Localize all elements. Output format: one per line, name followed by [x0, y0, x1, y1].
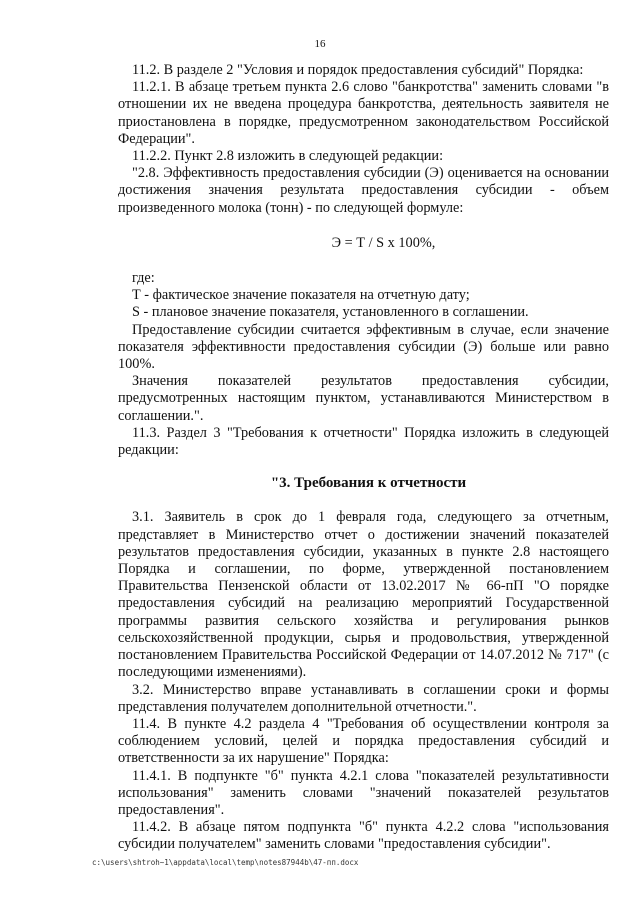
paragraph-where: где:: [132, 270, 155, 287]
document-body: [118, 62, 609, 854]
page-number: 16: [314, 38, 326, 50]
paragraph-11-2-1: 11.2.1. В абзаце третьем пункта 2.6 слово "банкротства" заменить словами "в отношении их не введена процедура банкротства, деятельность заявителя не приостановлена в порядке, предусмотренном законодательством Российской Федерации".: [118, 79, 609, 147]
paragraph-values: Значения показателей результатов предоставления субсидии, предусмотренных настоящим пунктом, устанавливаются Министерством в соглашении.".: [118, 373, 609, 424]
paragraph-11-3: 11.3. Раздел 3 "Требования к отчетности" Порядка изложить в следующей редакции:: [118, 424, 609, 459]
paragraph-s-definition: S - плановое значение показателя, установленного в соглашении.: [132, 304, 529, 321]
section-heading: "3. Требования к отчетности: [270, 475, 467, 492]
footer-file-path: c:\users\shtroh~1\appdata\local\temp\notes87944b\47-пп.docx: [92, 858, 359, 867]
paragraph-11-4-1: 11.4.1. В подпункте "б" пункта 4.2.1 слова "показателей результативности использования" заменить словами "значений показателей результатов предоставления".: [118, 767, 609, 818]
paragraph-3-1: 3.1. Заявитель в срок до 1 февраля года, следующего за отчетным, представляет в Министерство отчет о достижении значений показателей результатов предоставления субсидии, указанных в пункте 2.8 настоящего Порядка и соглашении, по форме, утвержденной постановлением Правительства Пензенской области от 13.02.2017 № 66-пП "О порядке предоставления субсидий на реализацию мероприятий Государственной программы развития сельского хозяйства и регулирования рынков сельскохозяйственной продукции, сырья и продовольствия, утвержденной постановлением Правительства Российской Федерации от 14.07.2012 № 717" (с последующими изменениями).: [118, 509, 609, 681]
paragraph-11-2: 11.2. В разделе 2 "Условия и порядок предоставления субсидий" Порядка:: [132, 62, 584, 78]
paragraph-3-2: 3.2. Министерство вправе устанавливать в соглашении сроки и формы представления получателем дополнительной отчетности.".: [118, 681, 609, 715]
paragraph-t-definition: Т - фактическое значение показателя на отчетную дату;: [132, 287, 470, 304]
formula: Э = Т / S х 100%,: [331, 234, 436, 251]
paragraph-11-2-2: 11.2.2. Пункт 2.8 изложить в следующей редакции:: [132, 148, 444, 165]
paragraph-11-4-2: 11.4.2. В абзаце пятом подпункта "б" пункта 4.2.2 слова "использования субсидии получателем" заменить словами "предоставления субсидии".: [118, 819, 609, 853]
paragraph-11-4: 11.4. В пункте 4.2 раздела 4 "Требования об осуществлении контроля за соблюдением условий, целей и порядка предоставления субсидий и ответственности за их нарушение" Порядка:: [118, 715, 609, 767]
paragraph-2-8: "2.8. Эффективность предоставления субсидии (Э) оценивается на основании достижения значения результата предоставления субсидии - объем произведенного молока (тонн) - по следующей формуле:: [118, 165, 609, 216]
paragraph-efficiency: Предоставление субсидии считается эффективным в случае, если значение показателя эффективности предоставления субсидии (Э) больше или равно 100%.: [118, 321, 609, 373]
